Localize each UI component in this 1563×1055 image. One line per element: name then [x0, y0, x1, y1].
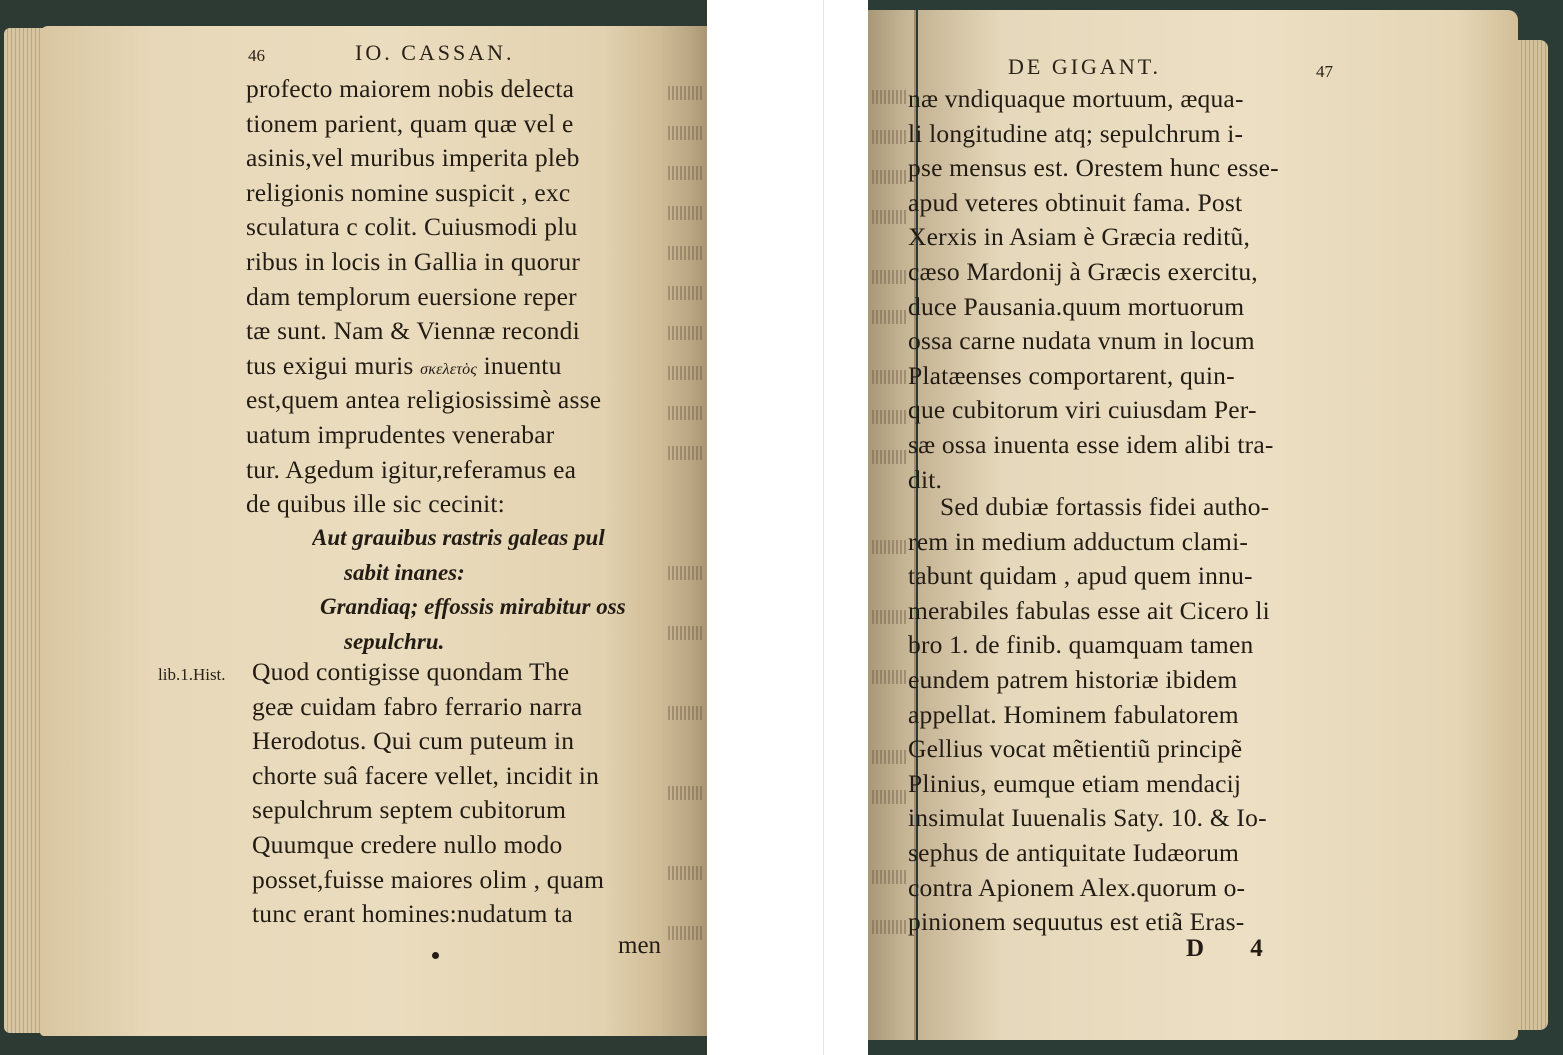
text-line: Herodotus. Qui cum puteum in: [252, 726, 575, 756]
text-line: appellat. Hominem fabulatorem: [908, 699, 1239, 729]
text-line: religionis nomine suspicit , exc: [246, 177, 571, 207]
verse-line: Aut grauibus rastris galeas pul: [312, 525, 605, 550]
ornament-dot: [432, 952, 439, 959]
verse-line: sepulchru.: [344, 628, 445, 654]
text-line: bro 1. de finib. quamquam tamen: [908, 630, 1254, 660]
text-line: dam templorum euersione reper: [246, 281, 577, 311]
text-line: [246, 349, 666, 384]
text-line: pinionem sequutus est etiã Eras-: [908, 907, 1245, 937]
text-line: næ vndiquaque mortuum, æqua-: [908, 84, 1244, 113]
text-line: uatum imprudentes venerabar: [246, 419, 555, 449]
text-line: geæ cuidam fabro ferrario narra: [252, 691, 583, 721]
text-line: tunc erant homines:nudatum ta: [252, 899, 573, 929]
text-line: asinis,vel muribus imperita pleb: [246, 143, 580, 173]
catchword: men: [618, 932, 662, 959]
verse-line: Grandiaq; effossis mirabitur oss: [320, 594, 626, 620]
text-line: Quumque credere nullo modo: [252, 829, 563, 859]
text-line: eundem patrem historiæ ibidem: [908, 664, 1238, 694]
text-line: tabunt quidam , apud quem innu-: [908, 561, 1253, 591]
right-text-block-1: [908, 82, 1348, 497]
text-line: sculatura c colit. Cuiusmodi plu: [246, 212, 578, 242]
text-line: dit.: [908, 464, 943, 494]
text-line: apud veteres obtinuit fama. Post: [908, 187, 1243, 217]
text-line: Plinius, eumque etiam mendacij: [908, 768, 1242, 798]
text-line: sepulchrum septem cubitorum: [252, 795, 567, 825]
page-number: 47: [1316, 62, 1333, 81]
text-line: Platæenses comportarent, quin-: [908, 360, 1235, 390]
text-line: sæ ossa inuenta esse idem alibi tra-: [908, 429, 1274, 459]
text-segment: tus exigui muris: [246, 350, 414, 380]
text-line: li longitudine atq; sepulchrum i-: [908, 118, 1244, 148]
text-line: tur. Agedum igitur,referamus ea: [246, 454, 577, 484]
verse-line: sabit inanes:: [344, 559, 465, 585]
text-line: chorte suâ facere vellet, incidit in: [252, 760, 600, 790]
text-line: merabiles fabulas esse ait Cicero li: [908, 595, 1270, 625]
page-number: 46: [248, 46, 265, 65]
text-line: contra Apionem Alex.quorum o-: [908, 872, 1246, 902]
signature-mark: D 4: [1186, 935, 1283, 962]
gutter: [707, 0, 868, 1055]
text-line: Quod contigisse quondam The: [252, 657, 570, 686]
verse-quotation: [312, 521, 672, 659]
left-text-block-1: [246, 72, 666, 522]
text-segment: inuentu: [483, 350, 562, 380]
text-line: de quibus ille sic cecinit:: [246, 489, 505, 519]
text-line: est,quem antea religiosissimè asse: [246, 385, 602, 415]
right-page-scan: [868, 0, 1563, 1055]
text-line: pse mensus est. Orestem hunc esse-: [908, 153, 1279, 183]
text-line: ossa carne nudata vnum in locum: [908, 326, 1255, 356]
right-page-edges: [1518, 40, 1548, 1030]
text-line: profecto maiorem nobis delecta: [246, 74, 575, 103]
marginal-note: lib.1.Hist.: [158, 665, 226, 684]
text-line: sephus de antiquitate Iudæorum: [908, 837, 1240, 867]
text-line: Sed dubiæ fortassis fidei autho-: [940, 492, 1270, 521]
text-line: duce Pausania.quum mortuorum: [908, 291, 1245, 321]
left-text-block-2: [252, 655, 668, 932]
right-text-block-2: [908, 490, 1348, 940]
text-line: cæso Mardonij à Græcis exercitu,: [908, 256, 1258, 286]
text-line: ribus in locis in Gallia in quorur: [246, 246, 581, 276]
running-head: IO. CASSAN.: [355, 40, 515, 65]
greek-word: σκελετὸς: [420, 360, 478, 378]
text-line: tionem parient, quam quæ vel e: [246, 108, 574, 138]
text-line: posset,fuisse maiores olim , quam: [252, 864, 605, 894]
text-line: rem in medium adductum clami-: [908, 526, 1249, 556]
text-line: insimulat Iuuenalis Saty. 10. & Io-: [908, 803, 1267, 833]
text-line: que cubitorum viri cuiusdam Per-: [908, 395, 1257, 425]
running-head: DE GIGANT.: [1008, 54, 1162, 79]
text-line: Gellius vocat mẽtientiũ principẽ: [908, 734, 1243, 764]
text-line: tæ sunt. Nam & Viennæ recondi: [246, 316, 580, 346]
text-line: Xerxis in Asiam è Græcia reditũ,: [908, 222, 1251, 252]
left-page-scan: [0, 0, 707, 1055]
